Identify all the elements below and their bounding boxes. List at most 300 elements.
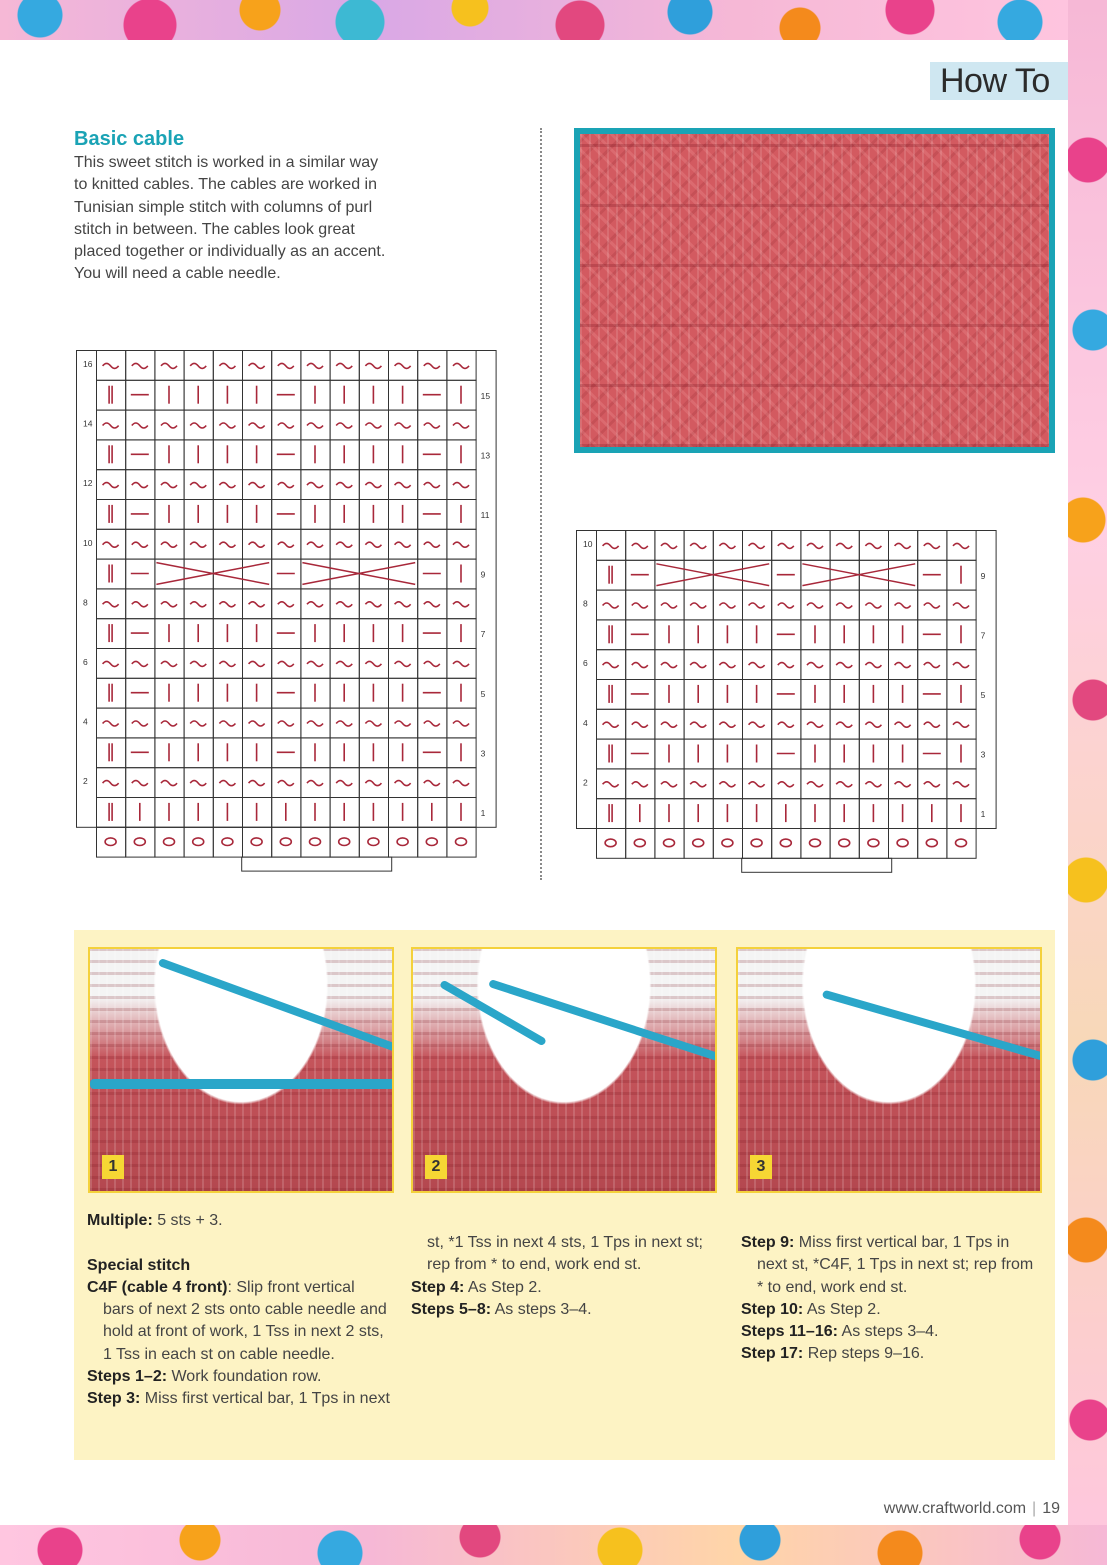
- return-pass-mark: [924, 603, 940, 608]
- return-pass-mark: [603, 543, 619, 548]
- return-pass-mark: [132, 602, 148, 607]
- return-pass-mark: [924, 543, 940, 548]
- return-pass-mark: [365, 542, 381, 547]
- intro-line: You will need a cable needle.: [74, 265, 281, 283]
- chart-cell: [597, 739, 626, 769]
- chain-stitch-mark: [251, 838, 262, 846]
- step-3-continued: st, *1 Tss in next 4 sts, 1 Tps in next st;: [427, 1234, 703, 1251]
- row-number-right: 7: [980, 630, 986, 641]
- return-pass-mark: [278, 423, 294, 428]
- return-pass-mark: [661, 603, 677, 608]
- return-pass-mark: [778, 603, 794, 608]
- return-pass-mark: [103, 661, 119, 666]
- return-pass-mark: [778, 663, 794, 668]
- intro-line: to knitted cables. The cables are worked in: [74, 176, 377, 194]
- step-photo-2: [411, 947, 717, 1193]
- floral-border-right: [1068, 0, 1107, 1565]
- return-pass-mark: [632, 663, 648, 668]
- row-number-right: 13: [480, 450, 491, 461]
- return-pass-mark: [807, 603, 823, 608]
- c4f-line: C4F (cable 4 front): Slip front vertical: [87, 1278, 355, 1296]
- return-pass-mark: [719, 663, 735, 668]
- return-pass-mark: [632, 722, 648, 727]
- return-pass-mark: [365, 483, 381, 488]
- return-pass-mark: [249, 542, 265, 547]
- chain-stitch-mark: [751, 839, 762, 847]
- section-tag: How To: [930, 62, 1068, 100]
- return-pass-mark: [278, 483, 294, 488]
- return-pass-mark: [190, 781, 206, 786]
- return-pass-mark: [836, 603, 852, 608]
- step-10-line: Step 10: As Step 2.: [741, 1300, 881, 1318]
- chain-stitch-mark: [605, 839, 616, 847]
- repeat-bracket: [742, 858, 892, 872]
- return-pass-mark: [719, 722, 735, 727]
- return-pass-mark: [632, 603, 648, 608]
- chart-cell: [626, 829, 655, 859]
- return-pass-mark: [632, 543, 648, 548]
- crochet-hook-icon: [488, 979, 717, 1067]
- stitch-chart-16-rows: [76, 350, 506, 880]
- row-number-right: 5: [480, 688, 486, 699]
- chart-cell: [330, 827, 359, 857]
- chain-stitch-mark: [868, 839, 879, 847]
- return-pass-mark: [661, 543, 677, 548]
- chain-stitch-mark: [780, 839, 791, 847]
- return-pass-mark: [336, 602, 352, 607]
- return-pass-mark: [895, 782, 911, 787]
- row-number-right: 7: [480, 629, 486, 640]
- chart-cell: [713, 829, 742, 859]
- row-number-left: 2: [583, 777, 588, 788]
- return-pass-mark: [190, 483, 206, 488]
- return-pass-mark: [161, 781, 177, 786]
- return-pass-mark: [924, 782, 940, 787]
- return-pass-mark: [661, 782, 677, 787]
- return-pass-mark: [924, 663, 940, 668]
- return-pass-mark: [603, 782, 619, 787]
- return-pass-mark: [190, 661, 206, 666]
- chain-stitch-mark: [456, 838, 467, 846]
- return-pass-mark: [807, 543, 823, 548]
- chart-cell: [597, 799, 626, 829]
- return-pass-mark: [249, 363, 265, 368]
- page-number: 19: [1042, 1500, 1060, 1517]
- row-number-left: 4: [83, 716, 88, 727]
- intro-line: This sweet stitch is worked in a similar way: [74, 154, 379, 171]
- cable-cross-mark: [359, 563, 415, 585]
- row-number-right: 9: [480, 569, 486, 580]
- return-pass-mark: [778, 782, 794, 787]
- crochet-hook-icon: [158, 958, 394, 1068]
- return-pass-mark: [307, 363, 323, 368]
- return-pass-mark: [219, 423, 235, 428]
- chart-cell: [859, 829, 888, 859]
- cable-cross-mark: [859, 564, 915, 586]
- chart-cell: [155, 827, 184, 857]
- step-4-line: Step 4: As Step 2.: [411, 1278, 542, 1296]
- chain-stitch-mark: [280, 838, 291, 846]
- chain-stitch-mark: [368, 838, 379, 846]
- row-number-right: 5: [980, 690, 986, 700]
- return-pass-mark: [132, 423, 148, 428]
- return-pass-mark: [219, 363, 235, 368]
- return-pass-mark: [365, 423, 381, 428]
- row-number-right: 15: [480, 390, 491, 401]
- cable-swatch-photo: [574, 128, 1055, 453]
- return-pass-mark: [336, 721, 352, 726]
- return-pass-mark: [719, 543, 735, 548]
- chart-cell: [97, 738, 126, 768]
- chain-stitch-mark: [956, 839, 967, 847]
- return-pass-mark: [424, 781, 440, 786]
- return-pass-mark: [453, 483, 469, 488]
- return-pass-mark: [132, 483, 148, 488]
- chart-cell: [97, 500, 126, 530]
- return-pass-mark: [603, 663, 619, 668]
- chart-cell: [889, 829, 918, 859]
- chain-stitch-mark: [634, 839, 645, 847]
- return-pass-mark: [836, 663, 852, 668]
- return-pass-mark: [161, 721, 177, 726]
- return-pass-mark: [661, 663, 677, 668]
- return-pass-mark: [219, 661, 235, 666]
- return-pass-mark: [219, 602, 235, 607]
- chain-stitch-mark: [722, 839, 733, 847]
- return-pass-mark: [424, 542, 440, 547]
- repeat-bracket: [242, 857, 392, 871]
- return-pass-mark: [895, 603, 911, 608]
- return-pass-mark: [865, 543, 881, 548]
- chain-stitch-mark: [926, 839, 937, 847]
- return-pass-mark: [778, 543, 794, 548]
- step-9-continued: next st, *C4F, 1 Tps in next st; rep from: [757, 1256, 1034, 1274]
- return-pass-mark: [749, 722, 765, 727]
- return-pass-mark: [395, 661, 411, 666]
- return-pass-mark: [190, 363, 206, 368]
- return-pass-mark: [749, 543, 765, 548]
- return-pass-mark: [895, 663, 911, 668]
- return-pass-mark: [161, 661, 177, 666]
- chain-stitch-mark: [426, 838, 437, 846]
- return-pass-mark: [690, 663, 706, 668]
- return-pass-mark: [395, 363, 411, 368]
- return-pass-mark: [132, 542, 148, 547]
- return-pass-mark: [249, 781, 265, 786]
- photo-number: 1: [102, 1155, 124, 1179]
- photo-number: 2: [425, 1155, 447, 1179]
- return-pass-mark: [424, 721, 440, 726]
- instructions-column-2: [411, 1232, 726, 1321]
- return-pass-mark: [278, 542, 294, 547]
- return-pass-mark: [219, 721, 235, 726]
- return-pass-mark: [103, 363, 119, 368]
- chart-cell: [684, 829, 713, 859]
- return-pass-mark: [424, 423, 440, 428]
- row-number-left: 6: [583, 658, 588, 669]
- c4f-line: hold at front of work, 1 Tss in next 2 sts,: [103, 1323, 384, 1341]
- intro-line: stitch in between. The cables look great: [74, 220, 355, 238]
- return-pass-mark: [278, 363, 294, 368]
- return-pass-mark: [132, 661, 148, 666]
- stitch-chart-10-rows: [576, 530, 1006, 880]
- chart-cell: [97, 798, 126, 828]
- chart-cell: [97, 678, 126, 708]
- cable-needle-icon: [90, 1079, 394, 1089]
- return-pass-mark: [778, 722, 794, 727]
- return-pass-mark: [307, 602, 323, 607]
- instructions-column-3: [741, 1232, 1051, 1366]
- spacer: [87, 1232, 402, 1254]
- return-pass-mark: [161, 602, 177, 607]
- return-pass-mark: [424, 363, 440, 368]
- step-photo-3: [736, 947, 1042, 1193]
- return-pass-mark: [395, 781, 411, 786]
- chart-cell: [97, 380, 126, 410]
- return-pass-mark: [103, 423, 119, 428]
- chain-stitch-mark: [397, 838, 408, 846]
- return-pass-mark: [219, 781, 235, 786]
- chart-cell: [126, 827, 155, 857]
- return-pass-mark: [603, 722, 619, 727]
- return-pass-mark: [719, 782, 735, 787]
- return-pass-mark: [953, 543, 969, 548]
- return-pass-mark: [365, 363, 381, 368]
- return-pass-mark: [895, 722, 911, 727]
- return-pass-mark: [161, 483, 177, 488]
- row-number-left: 8: [83, 597, 88, 608]
- return-pass-mark: [161, 542, 177, 547]
- return-pass-mark: [749, 663, 765, 668]
- return-pass-mark: [336, 423, 352, 428]
- return-pass-mark: [836, 722, 852, 727]
- return-pass-mark: [190, 542, 206, 547]
- row-number-left: 10: [83, 537, 93, 548]
- return-pass-mark: [190, 721, 206, 726]
- chain-stitch-mark: [105, 838, 116, 846]
- page-footer: [860, 1500, 1060, 1518]
- return-pass-mark: [395, 483, 411, 488]
- floral-border-bottom: [0, 1525, 1107, 1565]
- return-pass-mark: [453, 721, 469, 726]
- return-pass-mark: [424, 602, 440, 607]
- return-pass-mark: [103, 721, 119, 726]
- step-3-continued: rep from * to end, work end st.: [427, 1256, 642, 1274]
- return-pass-mark: [690, 603, 706, 608]
- return-pass-mark: [219, 542, 235, 547]
- return-pass-mark: [836, 543, 852, 548]
- return-pass-mark: [132, 363, 148, 368]
- return-pass-mark: [424, 483, 440, 488]
- step-9-continued: * to end, work end st.: [757, 1278, 908, 1296]
- crochet-hook-icon: [822, 990, 1042, 1067]
- return-pass-mark: [249, 602, 265, 607]
- chart-cell: [418, 827, 447, 857]
- return-pass-mark: [307, 661, 323, 666]
- return-pass-mark: [103, 602, 119, 607]
- row-number-left: 14: [83, 418, 93, 429]
- return-pass-mark: [249, 721, 265, 726]
- return-pass-mark: [749, 782, 765, 787]
- c4f-label: C4F (cable 4 front): [87, 1278, 228, 1296]
- return-pass-mark: [424, 661, 440, 666]
- intro-text: [74, 152, 404, 286]
- step-9-line: Step 9: Miss first vertical bar, 1 Tps in: [741, 1234, 1010, 1251]
- return-pass-mark: [953, 663, 969, 668]
- return-pass-mark: [719, 603, 735, 608]
- chain-stitch-mark: [134, 838, 145, 846]
- return-pass-mark: [132, 721, 148, 726]
- chain-stitch-mark: [310, 838, 321, 846]
- return-pass-mark: [219, 483, 235, 488]
- chain-stitch-mark: [222, 838, 233, 846]
- chart-cell: [97, 619, 126, 649]
- website-link[interactable]: www.craftworld.com: [883, 1500, 1027, 1517]
- chain-stitch-mark: [193, 838, 204, 846]
- chart-cell: [301, 827, 330, 857]
- cable-cross-mark: [156, 563, 212, 585]
- return-pass-mark: [365, 602, 381, 607]
- return-pass-mark: [924, 722, 940, 727]
- footer-separator: |: [1032, 1500, 1037, 1517]
- return-pass-mark: [453, 781, 469, 786]
- return-pass-mark: [365, 781, 381, 786]
- chart-cell: [772, 829, 801, 859]
- steps-1-2-line: Steps 1–2: Work foundation row.: [87, 1368, 322, 1386]
- row-number-left: 12: [83, 478, 93, 489]
- chart-cell: [597, 829, 626, 859]
- return-pass-mark: [749, 603, 765, 608]
- return-pass-mark: [249, 423, 265, 428]
- return-pass-mark: [865, 603, 881, 608]
- return-pass-mark: [249, 483, 265, 488]
- row-number-left: 16: [83, 359, 93, 369]
- return-pass-mark: [307, 542, 323, 547]
- row-number-right: 3: [480, 748, 486, 759]
- row-number-right: 11: [480, 510, 490, 520]
- steps-11-16-line: Steps 11–16: As steps 3–4.: [741, 1323, 939, 1341]
- return-pass-mark: [190, 602, 206, 607]
- return-pass-mark: [690, 722, 706, 727]
- return-pass-mark: [307, 781, 323, 786]
- c4f-line: 1 Tss in each st on cable needle.: [103, 1345, 335, 1363]
- chain-stitch-mark: [164, 838, 175, 846]
- chart-cell: [243, 827, 272, 857]
- return-pass-mark: [336, 661, 352, 666]
- row-number-right: 9: [980, 570, 986, 581]
- return-pass-mark: [161, 423, 177, 428]
- row-number-left: 8: [583, 598, 588, 609]
- return-pass-mark: [365, 721, 381, 726]
- chart-cell: [272, 827, 301, 857]
- chain-stitch-mark: [664, 839, 675, 847]
- return-pass-mark: [632, 782, 648, 787]
- chart-cell: [947, 829, 976, 859]
- return-pass-mark: [953, 603, 969, 608]
- step-17-line: Step 17: Rep steps 9–16.: [741, 1345, 925, 1363]
- return-pass-mark: [865, 663, 881, 668]
- return-pass-mark: [307, 721, 323, 726]
- row-number-right: 1: [980, 809, 986, 820]
- chart-cell: [213, 827, 242, 857]
- chart-cell: [655, 829, 684, 859]
- return-pass-mark: [395, 602, 411, 607]
- return-pass-mark: [603, 603, 619, 608]
- row-number-right: 3: [980, 749, 986, 760]
- return-pass-mark: [190, 423, 206, 428]
- multiple-label: Multiple:: [87, 1212, 153, 1229]
- return-pass-mark: [278, 602, 294, 607]
- steps-5-8-line: Steps 5–8: As steps 3–4.: [411, 1300, 592, 1318]
- return-pass-mark: [278, 721, 294, 726]
- cable-cross-mark: [713, 564, 769, 586]
- step-3-line: Step 3: Miss first vertical bar, 1 Tps in next: [87, 1390, 390, 1408]
- chart-cell: [447, 827, 476, 857]
- return-pass-mark: [453, 423, 469, 428]
- return-pass-mark: [307, 483, 323, 488]
- return-pass-mark: [453, 602, 469, 607]
- return-pass-mark: [395, 542, 411, 547]
- floral-border-top: [0, 0, 1107, 40]
- return-pass-mark: [103, 781, 119, 786]
- return-pass-mark: [690, 543, 706, 548]
- chart-cell: [359, 827, 388, 857]
- chart-cell: [97, 827, 126, 857]
- return-pass-mark: [453, 542, 469, 547]
- intro-title: Basic cable: [74, 128, 185, 150]
- return-pass-mark: [953, 782, 969, 787]
- chain-stitch-mark: [693, 839, 704, 847]
- chart-cell: [97, 440, 126, 470]
- return-pass-mark: [807, 663, 823, 668]
- return-pass-mark: [278, 661, 294, 666]
- return-pass-mark: [453, 363, 469, 368]
- c4f-line: bars of next 2 sts onto cable needle and: [103, 1301, 387, 1319]
- return-pass-mark: [307, 423, 323, 428]
- cable-cross-mark: [213, 563, 269, 585]
- chain-stitch-mark: [339, 838, 350, 846]
- photo-number: 3: [750, 1155, 772, 1179]
- return-pass-mark: [953, 722, 969, 727]
- chart-cell: [184, 827, 213, 857]
- intro-line: placed together or individually as an accent.: [74, 243, 386, 261]
- row-number-left: 4: [583, 717, 588, 728]
- special-stitch-heading: Special stitch: [87, 1256, 191, 1274]
- chart-cell: [801, 829, 830, 859]
- return-pass-mark: [336, 483, 352, 488]
- chart-cell: [597, 620, 626, 650]
- chart-cell: [97, 559, 126, 589]
- chain-stitch-mark: [810, 839, 821, 847]
- return-pass-mark: [103, 483, 119, 488]
- chain-stitch-mark: [839, 839, 850, 847]
- return-pass-mark: [807, 782, 823, 787]
- chart-cell: [597, 680, 626, 710]
- row-number-right: 1: [480, 808, 486, 818]
- return-pass-mark: [865, 782, 881, 787]
- return-pass-mark: [365, 661, 381, 666]
- instructions-column-1: [87, 1210, 402, 1411]
- return-pass-mark: [395, 721, 411, 726]
- chart-cell: [743, 829, 772, 859]
- cable-needle-icon: [439, 980, 547, 1047]
- return-pass-mark: [836, 782, 852, 787]
- multiple-text: 5 sts + 3.: [152, 1212, 223, 1229]
- chain-stitch-mark: [897, 839, 908, 847]
- chart-cell: [830, 829, 859, 859]
- return-pass-mark: [161, 363, 177, 368]
- return-pass-mark: [336, 781, 352, 786]
